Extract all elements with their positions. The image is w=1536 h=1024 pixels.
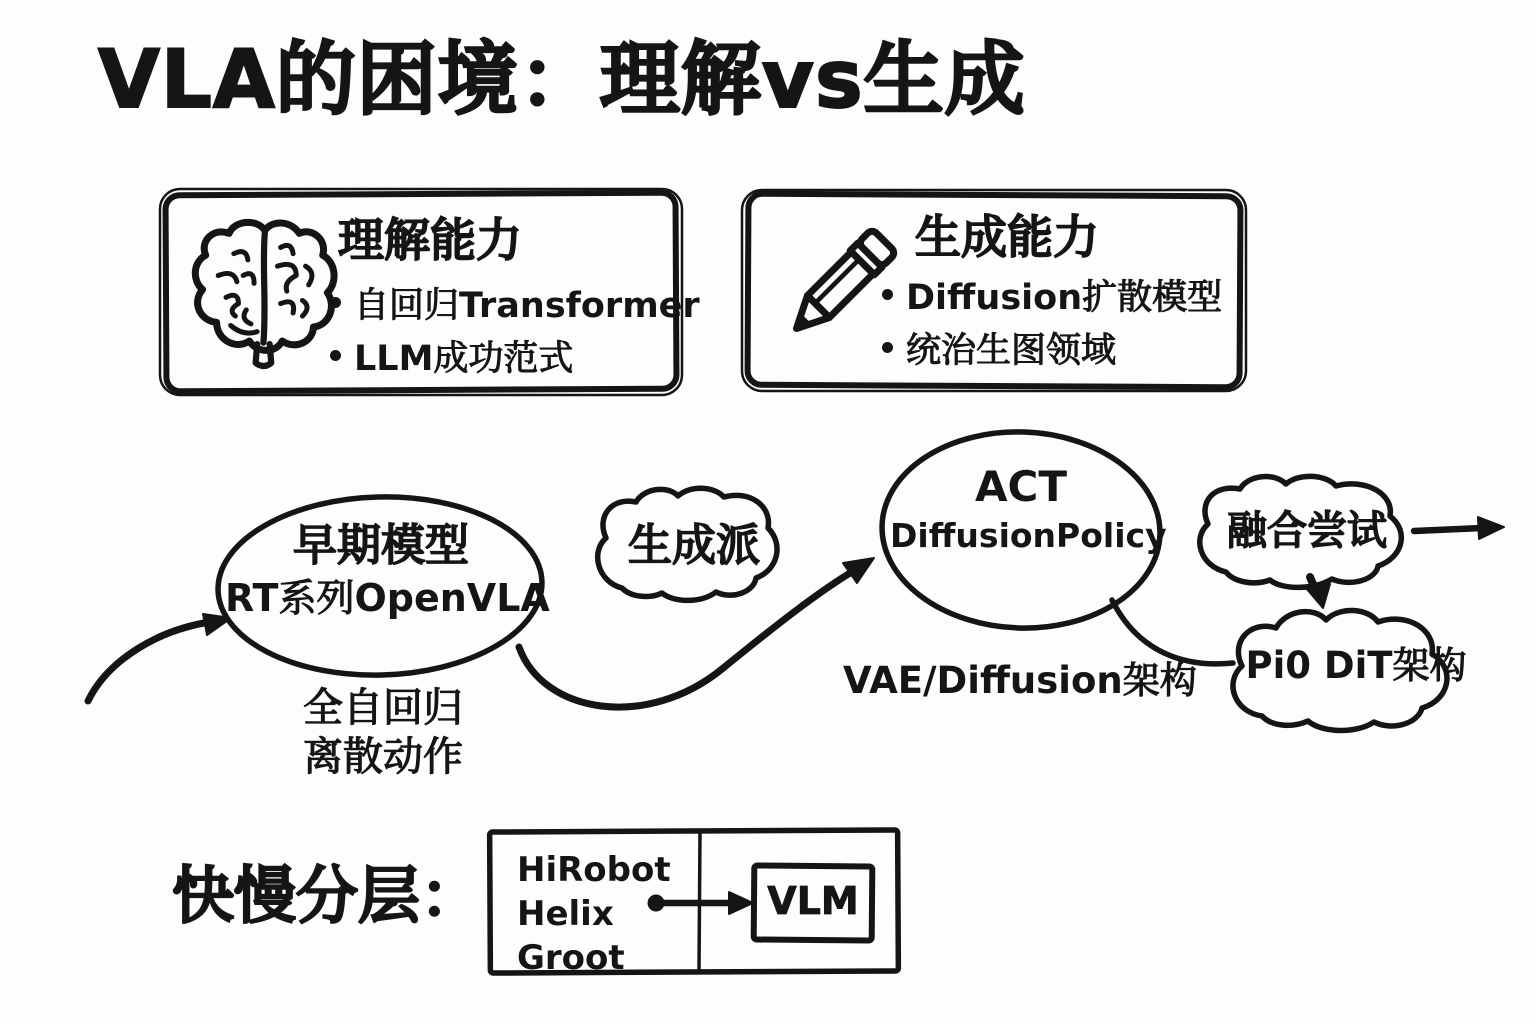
pencil-icon xyxy=(784,229,896,341)
bullet-dot xyxy=(882,342,893,353)
bullet-dot xyxy=(330,297,341,308)
models-to-vlm-arrow-head xyxy=(729,892,753,914)
generation-school-label: 生成派 xyxy=(628,520,760,571)
hierarchy-models xyxy=(517,848,671,980)
generation-bullet-2 xyxy=(882,321,1222,374)
model-hirobot: HiRobot xyxy=(517,850,671,890)
fusion-label: 融合尝试 xyxy=(1227,508,1387,554)
entry-arrow xyxy=(88,622,210,701)
diagram-title: VLA的困境：理解vs生成 xyxy=(98,33,1026,126)
act-caption: VAE/Diffusion架构 xyxy=(843,659,1197,702)
fusion-right-arrow-head xyxy=(1478,517,1504,539)
generation-bullet-1 xyxy=(882,268,1222,321)
pi0-label: Pi0 DiT架构 xyxy=(1245,644,1467,687)
understanding-bullet-1 xyxy=(330,276,700,329)
early-models-caption xyxy=(283,684,483,782)
bullet-dot xyxy=(330,350,341,361)
early-models-caption-line2: 离散动作 xyxy=(303,733,463,780)
fusion-right-arrow xyxy=(1414,528,1482,531)
early-models-label: 早期模型 xyxy=(293,520,469,571)
early-to-act-arrow-head xyxy=(843,558,874,583)
understanding-bullets xyxy=(330,276,700,382)
understanding-bullet-2-label: LLM成功范式 xyxy=(354,338,574,379)
generation-bullets xyxy=(882,268,1222,374)
act-label: ACT xyxy=(975,462,1067,511)
brain-icon xyxy=(195,222,334,366)
early-models-caption-line1: 全自回归 xyxy=(303,685,463,731)
generation-bullet-2-label: 统治生图领域 xyxy=(906,330,1117,371)
fusion-to-pi0-arrow-head xyxy=(1306,584,1330,608)
generation-title: 生成能力 xyxy=(915,210,1099,264)
vlm-label: VLM xyxy=(767,879,859,923)
understanding-bullet-2 xyxy=(330,329,700,382)
act-to-pi0-connector xyxy=(1112,600,1233,664)
hierarchy-label: 快慢分层： xyxy=(172,859,483,932)
generation-bullet-1-label: Diffusion扩散模型 xyxy=(906,277,1223,318)
act-sublabel: DiffusionPolicy xyxy=(890,516,1167,555)
model-helix: Helix xyxy=(517,894,614,934)
understanding-bullet-1-label: 自回归Transformer xyxy=(354,285,700,326)
early-models-sublabel: RT系列OpenVLA xyxy=(225,576,550,620)
bullet-dot xyxy=(882,289,893,300)
model-groot: Groot xyxy=(517,938,625,978)
understanding-title: 理解能力 xyxy=(338,213,522,267)
